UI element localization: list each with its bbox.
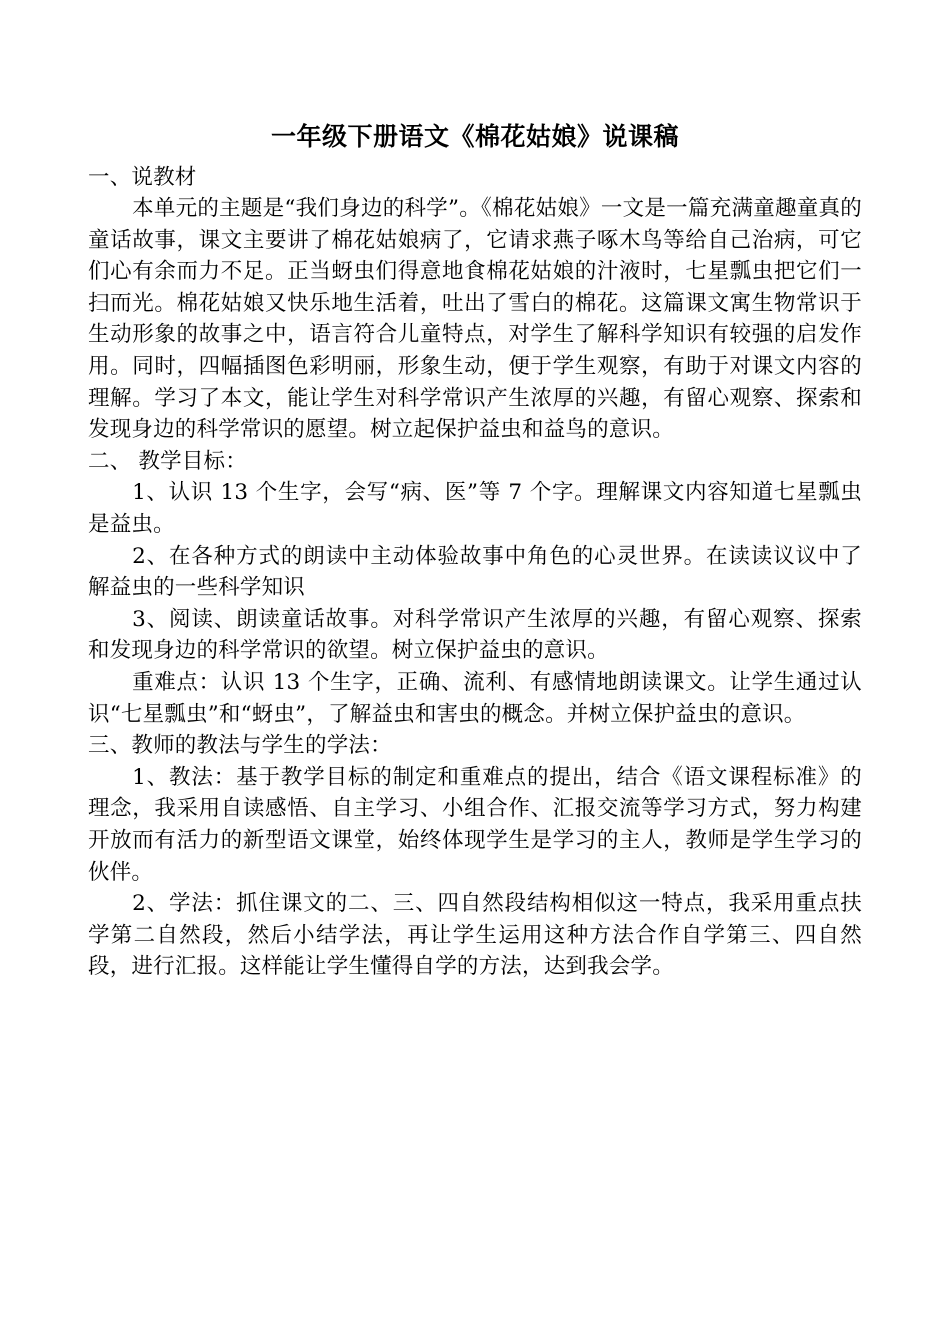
document-body — [88, 162, 862, 983]
section-3-paragraph-1: 1、教法：基于教学目标的制定和重难点的提出，结合《语文课程标准》的理念，我采用自读感悟、自主学习、小组合作、汇报交流等学习方式，努力构建开放而有活力的新型语文课堂，始终体现学生是学习的主人，教师是学生学习的伙伴。 — [88, 764, 862, 885]
section-heading-1: 一、说教材 — [88, 164, 197, 190]
section-2-paragraph-1: 1、认识 13 个生字，会写“病、医”等 7 个字。理解课文内容知道七星瓢虫是益虫。 — [88, 480, 862, 538]
section-3-paragraph-2: 2、学法：抓住课文的二、三、四自然段结构相似这一特点，我采用重点扶学第二自然段，然后小结学法，再让学生运用这种方法合作自学第三、四自然段，进行汇报。这样能让学生懂得自学的方法，达到我会学。 — [88, 891, 862, 980]
section-1-paragraph-1: 本单元的主题是“我们身边的科学”。《棉花姑娘》一文是一篇充满童趣童真的童话故事，课文主要讲了棉花姑娘病了，它请求燕子啄木鸟等给自己治病，可它们心有余而力不足。正当蚜虫们得意地食棉花姑娘的汁液时，七星瓢虫把它们一扫而光。棉花姑娘又快乐地生活着，吐出了雪白的棉花。这篇课文寓生物常识于生动形象的故事之中，语言符合儿童特点，对学生了解科学知识有较强的启发作用。同时，四幅插图色彩明丽，形象生动，便于学生观察，有助于对课文内容的理解。学习了本文，能让学生对科学常识产生浓厚的兴趣，有留心观察、探索和发现身边的科学常识的愿望。树立起保护益虫和益鸟的意识。 — [88, 196, 862, 443]
section-2-paragraph-2: 2、在各种方式的朗读中主动体验故事中角色的心灵世界。在读读议议中了解益虫的一些科学知识 — [88, 543, 862, 601]
section-heading-3: 三、教师的教法与学生的学法： — [88, 733, 392, 759]
page-title: 一年级下册语文《棉花姑娘》说课稿 — [270, 122, 679, 151]
section-2-paragraph-3: 3、阅读、朗读童话故事。对科学常识产生浓厚的兴趣，有留心观察、探索和发现身边的科学常识的欲望。树立保护益虫的意识。 — [88, 606, 862, 664]
section-2-paragraph-4: 重难点：认识 13 个生字，正确、流利、有感情地朗读课文。让学生通过认识“七星瓢虫”和“蚜虫”，了解益虫和害虫的概念。并树立保护益虫的意识。 — [88, 670, 862, 727]
section-heading-2: 二、 教学目标： — [88, 448, 247, 474]
